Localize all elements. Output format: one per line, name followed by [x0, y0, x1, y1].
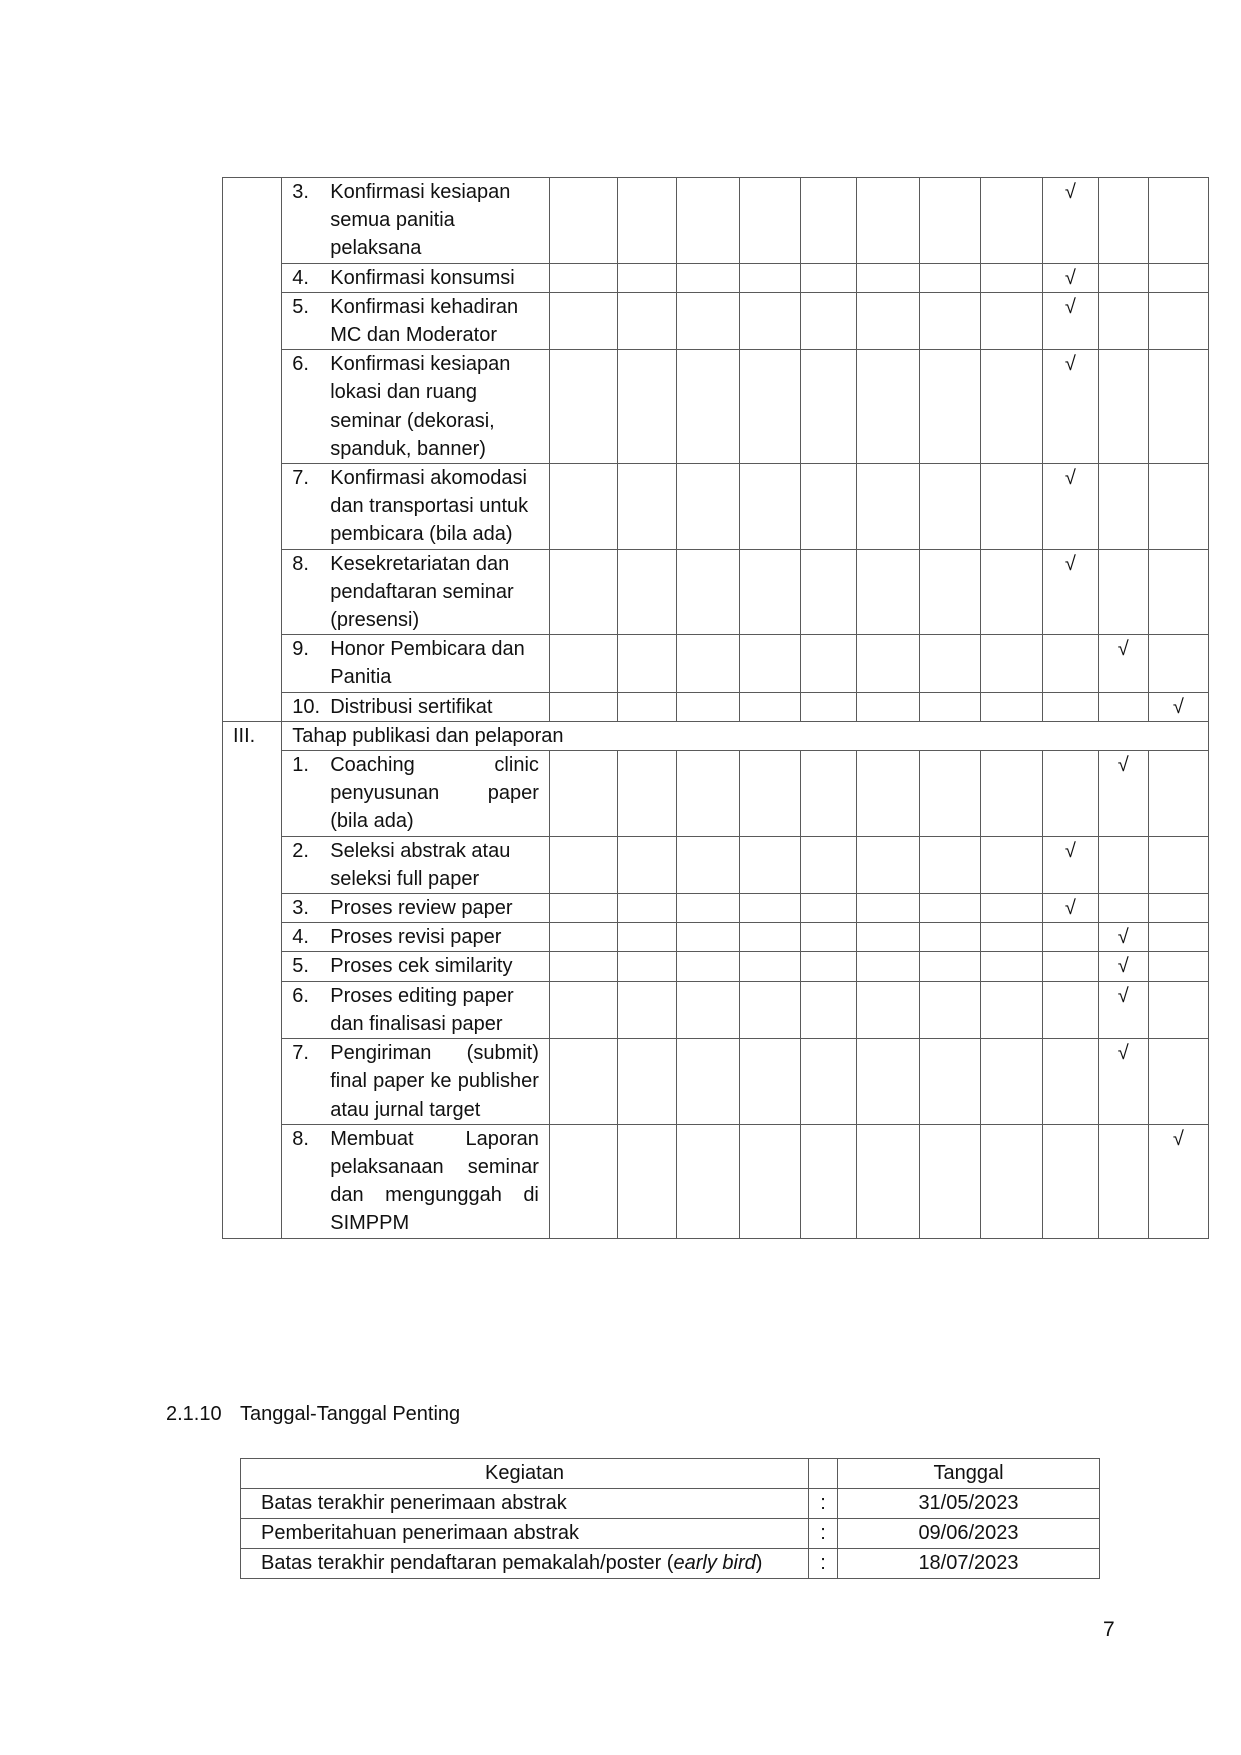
item-number: 10. [292, 695, 321, 718]
item-text: Membuat Laporan pelaksanaan seminar dan mengunggah di SIMPPM [330, 1127, 539, 1235]
schedule-cell [981, 464, 1042, 550]
schedule-cell [617, 464, 676, 550]
activity-cell [282, 178, 550, 264]
schedule-cell [856, 692, 919, 721]
schedule-cell [981, 549, 1042, 635]
check-mark: √ [1042, 292, 1098, 349]
schedule-cell [1042, 692, 1098, 721]
schedule-row [223, 894, 1209, 923]
activity-cell [282, 894, 550, 923]
item-number: 4. [292, 266, 309, 289]
activity-content [292, 982, 539, 1038]
schedule-cell [800, 1039, 856, 1125]
check-mark: √ [1042, 894, 1098, 923]
check-mark: √ [1098, 981, 1148, 1038]
item-text: Pengiriman (submit) final paper ke publisher atau jurnal target [330, 1042, 539, 1121]
check-mark: √ [1148, 692, 1208, 721]
activity-cell [282, 350, 550, 464]
date-cell: 31/05/2023 [838, 1489, 1100, 1519]
schedule-cell [549, 263, 617, 292]
schedule-cell [549, 981, 617, 1038]
schedule-cell [981, 981, 1042, 1038]
schedule-cell [1148, 464, 1208, 550]
section-number: 2.1.10 [166, 1403, 222, 1425]
schedule-cell [1148, 350, 1208, 464]
schedule-cell [800, 836, 856, 893]
item-text: Honor Pembicara dan Panitia [330, 638, 525, 689]
schedule-cell [740, 1039, 800, 1125]
schedule-cell [1042, 981, 1098, 1038]
item-text: Konfirmasi kesiapan semua panitia pelaksana [330, 181, 511, 260]
schedule-cell [740, 350, 800, 464]
schedule-cell [549, 692, 617, 721]
item-text: Konfirmasi konsumsi [330, 266, 515, 289]
item-text: Konfirmasi akomodasi dan transportasi untuk pembicara (bila ada) [330, 467, 529, 546]
schedule-table [222, 177, 1209, 1239]
schedule-cell [617, 692, 676, 721]
item-number: 1. [292, 754, 309, 777]
schedule-cell [856, 464, 919, 550]
schedule-row [223, 263, 1209, 292]
schedule-cell [856, 635, 919, 692]
schedule-cell [1148, 923, 1208, 952]
activity-italic-text: early bird [673, 1552, 756, 1574]
schedule-cell [920, 894, 981, 923]
dates-row [241, 1519, 1100, 1549]
separator-cell: : [809, 1519, 838, 1549]
item-number: 7. [292, 1042, 309, 1065]
item-number: 3. [292, 897, 309, 920]
activity-cell [282, 263, 550, 292]
activity-content [292, 751, 539, 836]
schedule-cell [617, 894, 676, 923]
schedule-cell [676, 178, 739, 264]
schedule-cell [1148, 292, 1208, 349]
schedule-cell [617, 292, 676, 349]
schedule-cell [676, 464, 739, 550]
schedule-cell [800, 894, 856, 923]
schedule-cell [981, 692, 1042, 721]
check-mark: √ [1042, 549, 1098, 635]
schedule-cell [617, 549, 676, 635]
schedule-cell [920, 178, 981, 264]
schedule-cell [617, 952, 676, 981]
item-number: 6. [292, 984, 309, 1007]
schedule-cell [617, 1039, 676, 1125]
date-cell: 18/07/2023 [838, 1549, 1100, 1579]
schedule-cell [920, 263, 981, 292]
schedule-cell [676, 549, 739, 635]
schedule-cell [920, 923, 981, 952]
schedule-cell [856, 263, 919, 292]
schedule-cell [1148, 836, 1208, 893]
schedule-cell [856, 981, 919, 1038]
schedule-cell [856, 751, 919, 837]
schedule-cell [800, 350, 856, 464]
schedule-cell [981, 836, 1042, 893]
activity-cell [282, 464, 550, 550]
schedule-cell [981, 1039, 1042, 1125]
schedule-cell [856, 1039, 919, 1125]
schedule-cell [1042, 635, 1098, 692]
schedule-cell [617, 981, 676, 1038]
activity-content [292, 635, 539, 691]
schedule-cell [1098, 549, 1148, 635]
schedule-cell [800, 952, 856, 981]
schedule-cell [617, 635, 676, 692]
activity-cell [282, 1124, 550, 1238]
activity-content [292, 1039, 539, 1124]
schedule-cell [1098, 836, 1148, 893]
date-cell: 09/06/2023 [838, 1519, 1100, 1549]
schedule-row [223, 635, 1209, 692]
activity-cell [241, 1519, 809, 1549]
schedule-cell [920, 292, 981, 349]
check-mark: √ [1098, 635, 1148, 692]
schedule-cell [676, 952, 739, 981]
schedule-cell [856, 350, 919, 464]
activity-cell [241, 1549, 809, 1579]
schedule-cell [800, 692, 856, 721]
schedule-cell [800, 464, 856, 550]
schedule-cell [1098, 1124, 1148, 1238]
item-text: Proses editing paper dan finalisasi paper [330, 984, 514, 1035]
item-text: Konfirmasi kehadiran MC dan Moderator [330, 295, 519, 347]
schedule-cell [549, 549, 617, 635]
activity-cell [282, 751, 550, 837]
check-mark: √ [1098, 751, 1148, 837]
schedule-cell [800, 1124, 856, 1238]
schedule-cell [981, 292, 1042, 349]
schedule-cell [549, 894, 617, 923]
schedule-cell [856, 952, 919, 981]
activity-text: Pemberitahuan penerimaan abstrak [261, 1522, 579, 1544]
schedule-cell [617, 836, 676, 893]
schedule-cell [740, 836, 800, 893]
schedule-cell [740, 263, 800, 292]
item-number: 5. [292, 955, 309, 978]
activity-cell [282, 836, 550, 893]
activity-content [292, 693, 539, 721]
item-number: 5. [292, 295, 309, 318]
schedule-cell [981, 751, 1042, 837]
check-mark: √ [1098, 923, 1148, 952]
schedule-cell [981, 178, 1042, 264]
item-number: 8. [292, 552, 309, 575]
section-heading [166, 1403, 460, 1426]
schedule-cell [920, 1124, 981, 1238]
schedule-cell [1148, 894, 1208, 923]
activity-cell [282, 692, 550, 721]
schedule-cell [676, 263, 739, 292]
phase-number-cell [223, 178, 282, 722]
schedule-cell [856, 894, 919, 923]
schedule-cell [549, 635, 617, 692]
schedule-cell [981, 635, 1042, 692]
schedule-cell [981, 1124, 1042, 1238]
schedule-cell [856, 549, 919, 635]
activity-text: Batas terakhir pendaftaran pemakalah/poster ( [261, 1552, 674, 1574]
activity-content [292, 837, 539, 893]
schedule-cell [981, 263, 1042, 292]
check-mark: √ [1098, 952, 1148, 981]
activity-cell [282, 292, 550, 349]
activity-cell [282, 1039, 550, 1125]
schedule-cell [1042, 923, 1098, 952]
schedule-cell [1148, 635, 1208, 692]
schedule-cell [549, 751, 617, 837]
schedule-cell [617, 923, 676, 952]
schedule-cell [856, 923, 919, 952]
schedule-cell [549, 464, 617, 550]
schedule-cell [740, 923, 800, 952]
activity-cell [282, 923, 550, 952]
activity-content [292, 464, 539, 549]
schedule-cell [856, 1124, 919, 1238]
schedule-cell [856, 178, 919, 264]
schedule-row [223, 1124, 1209, 1238]
schedule-cell [1148, 981, 1208, 1038]
activity-content [292, 550, 539, 635]
schedule-cell [1042, 1124, 1098, 1238]
schedule-cell [740, 292, 800, 349]
schedule-cell [800, 981, 856, 1038]
schedule-cell [1042, 751, 1098, 837]
activity-cell [282, 549, 550, 635]
schedule-cell [740, 894, 800, 923]
activity-content [292, 350, 539, 463]
schedule-cell [920, 981, 981, 1038]
schedule-cell [800, 292, 856, 349]
item-number: 7. [292, 467, 309, 490]
schedule-cell [1148, 952, 1208, 981]
schedule-row [223, 350, 1209, 464]
schedule-cell [676, 836, 739, 893]
schedule-row [223, 692, 1209, 721]
schedule-cell [981, 350, 1042, 464]
schedule-row [223, 549, 1209, 635]
item-text: Proses cek similarity [330, 955, 513, 978]
section-title: Tanggal-Tanggal Penting [240, 1403, 461, 1425]
schedule-cell [676, 981, 739, 1038]
phase-header-row [223, 721, 1209, 750]
schedule-cell [549, 350, 617, 464]
activity-text: Batas terakhir penerimaan abstrak [261, 1492, 567, 1514]
schedule-cell [1042, 952, 1098, 981]
item-text: Distribusi sertifikat [330, 695, 493, 718]
schedule-cell [1098, 350, 1148, 464]
schedule-cell [676, 923, 739, 952]
schedule-cell [676, 751, 739, 837]
check-mark: √ [1042, 263, 1098, 292]
schedule-cell [920, 464, 981, 550]
activity-cell [282, 635, 550, 692]
schedule-cell [1098, 292, 1148, 349]
schedule-cell [740, 178, 800, 264]
schedule-cell [920, 635, 981, 692]
schedule-cell [981, 894, 1042, 923]
schedule-cell [981, 923, 1042, 952]
schedule-cell [549, 292, 617, 349]
item-text: Seleksi abstrak atau seleksi full paper [330, 839, 511, 890]
phase-title: Tahap publikasi dan pelaporan [282, 721, 1209, 750]
schedule-cell [740, 692, 800, 721]
check-mark: √ [1098, 1039, 1148, 1125]
schedule-row [223, 751, 1209, 837]
dates-row [241, 1489, 1100, 1519]
schedule-cell [800, 635, 856, 692]
schedule-cell [549, 952, 617, 981]
schedule-cell [676, 635, 739, 692]
schedule-cell [676, 894, 739, 923]
activity-content [292, 1125, 539, 1238]
activity-cell [241, 1489, 809, 1519]
schedule-cell [740, 952, 800, 981]
schedule-row [223, 836, 1209, 893]
separator-cell: : [809, 1489, 838, 1519]
activity-content [292, 178, 539, 263]
schedule-cell [740, 751, 800, 837]
schedule-cell [617, 263, 676, 292]
schedule-cell [920, 692, 981, 721]
separator-cell: : [809, 1549, 838, 1579]
schedule-cell [800, 178, 856, 264]
schedule-cell [1042, 1039, 1098, 1125]
check-mark: √ [1042, 836, 1098, 893]
schedule-row [223, 952, 1209, 981]
schedule-cell [1098, 692, 1148, 721]
schedule-cell [1098, 263, 1148, 292]
dates-header-row [241, 1459, 1100, 1489]
schedule-cell [549, 836, 617, 893]
schedule-cell [676, 292, 739, 349]
check-mark: √ [1042, 178, 1098, 264]
schedule-row [223, 981, 1209, 1038]
item-text: Kesekretariatan dan pendaftaran seminar (presensi) [330, 552, 514, 632]
schedule-cell [617, 350, 676, 464]
schedule-cell [740, 981, 800, 1038]
schedule-cell [549, 923, 617, 952]
item-text: Proses revisi paper [330, 926, 502, 949]
schedule-cell [1148, 751, 1208, 837]
schedule-cell [549, 1124, 617, 1238]
schedule-cell [856, 292, 919, 349]
schedule-cell [1098, 178, 1148, 264]
item-number: 8. [292, 1127, 309, 1150]
activity-cell [282, 981, 550, 1038]
schedule-row [223, 923, 1209, 952]
schedule-cell [740, 635, 800, 692]
activity-content [292, 923, 539, 951]
activity-content [292, 894, 539, 922]
item-number: 9. [292, 638, 309, 661]
schedule-cell [920, 549, 981, 635]
schedule-cell [920, 952, 981, 981]
schedule-cell [981, 952, 1042, 981]
schedule-cell [1148, 178, 1208, 264]
phase-number-cell: III. [223, 721, 282, 1238]
schedule-cell [1148, 263, 1208, 292]
schedule-cell [676, 1039, 739, 1125]
schedule-cell [740, 464, 800, 550]
schedule-cell [549, 178, 617, 264]
item-number: 2. [292, 839, 309, 862]
schedule-cell [920, 836, 981, 893]
schedule-row [223, 292, 1209, 349]
important-dates-table [240, 1458, 1100, 1579]
schedule-cell [676, 1124, 739, 1238]
activity-content [292, 952, 539, 980]
item-text: Coaching clinic penyusunan paper (bila ada) [330, 754, 539, 833]
schedule-cell [617, 751, 676, 837]
schedule-cell [800, 263, 856, 292]
schedule-cell [740, 549, 800, 635]
item-number: 4. [292, 926, 309, 949]
activity-text-end: ) [755, 1552, 763, 1574]
activity-content [292, 264, 539, 292]
schedule-cell [1148, 549, 1208, 635]
schedule-cell [617, 178, 676, 264]
schedule-cell [740, 1124, 800, 1238]
schedule-cell [676, 692, 739, 721]
header-activity: Kegiatan [241, 1459, 809, 1489]
item-number: 3. [292, 181, 309, 203]
schedule-cell [676, 350, 739, 464]
schedule-cell [617, 1124, 676, 1238]
schedule-cell [800, 549, 856, 635]
header-separator [809, 1459, 838, 1489]
activity-content [292, 293, 539, 349]
schedule-row [223, 464, 1209, 550]
header-date: Tanggal [838, 1459, 1100, 1489]
schedule-cell [1098, 894, 1148, 923]
activity-cell [282, 952, 550, 981]
schedule-row [223, 1039, 1209, 1125]
dates-row [241, 1549, 1100, 1579]
check-mark: √ [1042, 464, 1098, 550]
page-number: 7 [1103, 1618, 1115, 1641]
schedule-row [223, 178, 1209, 264]
schedule-cell [920, 350, 981, 464]
check-mark: √ [1042, 350, 1098, 464]
item-text: Konfirmasi kesiapan lokasi dan ruang seminar (dekorasi, spanduk, banner) [330, 353, 511, 460]
check-mark: √ [1148, 1124, 1208, 1238]
schedule-cell [856, 836, 919, 893]
schedule-cell [1148, 1039, 1208, 1125]
item-text: Proses review paper [330, 897, 513, 920]
schedule-cell [549, 1039, 617, 1125]
schedule-cell [920, 751, 981, 837]
item-number: 6. [292, 353, 309, 376]
schedule-cell [1098, 464, 1148, 550]
schedule-cell [800, 751, 856, 837]
schedule-cell [800, 923, 856, 952]
schedule-cell [920, 1039, 981, 1125]
